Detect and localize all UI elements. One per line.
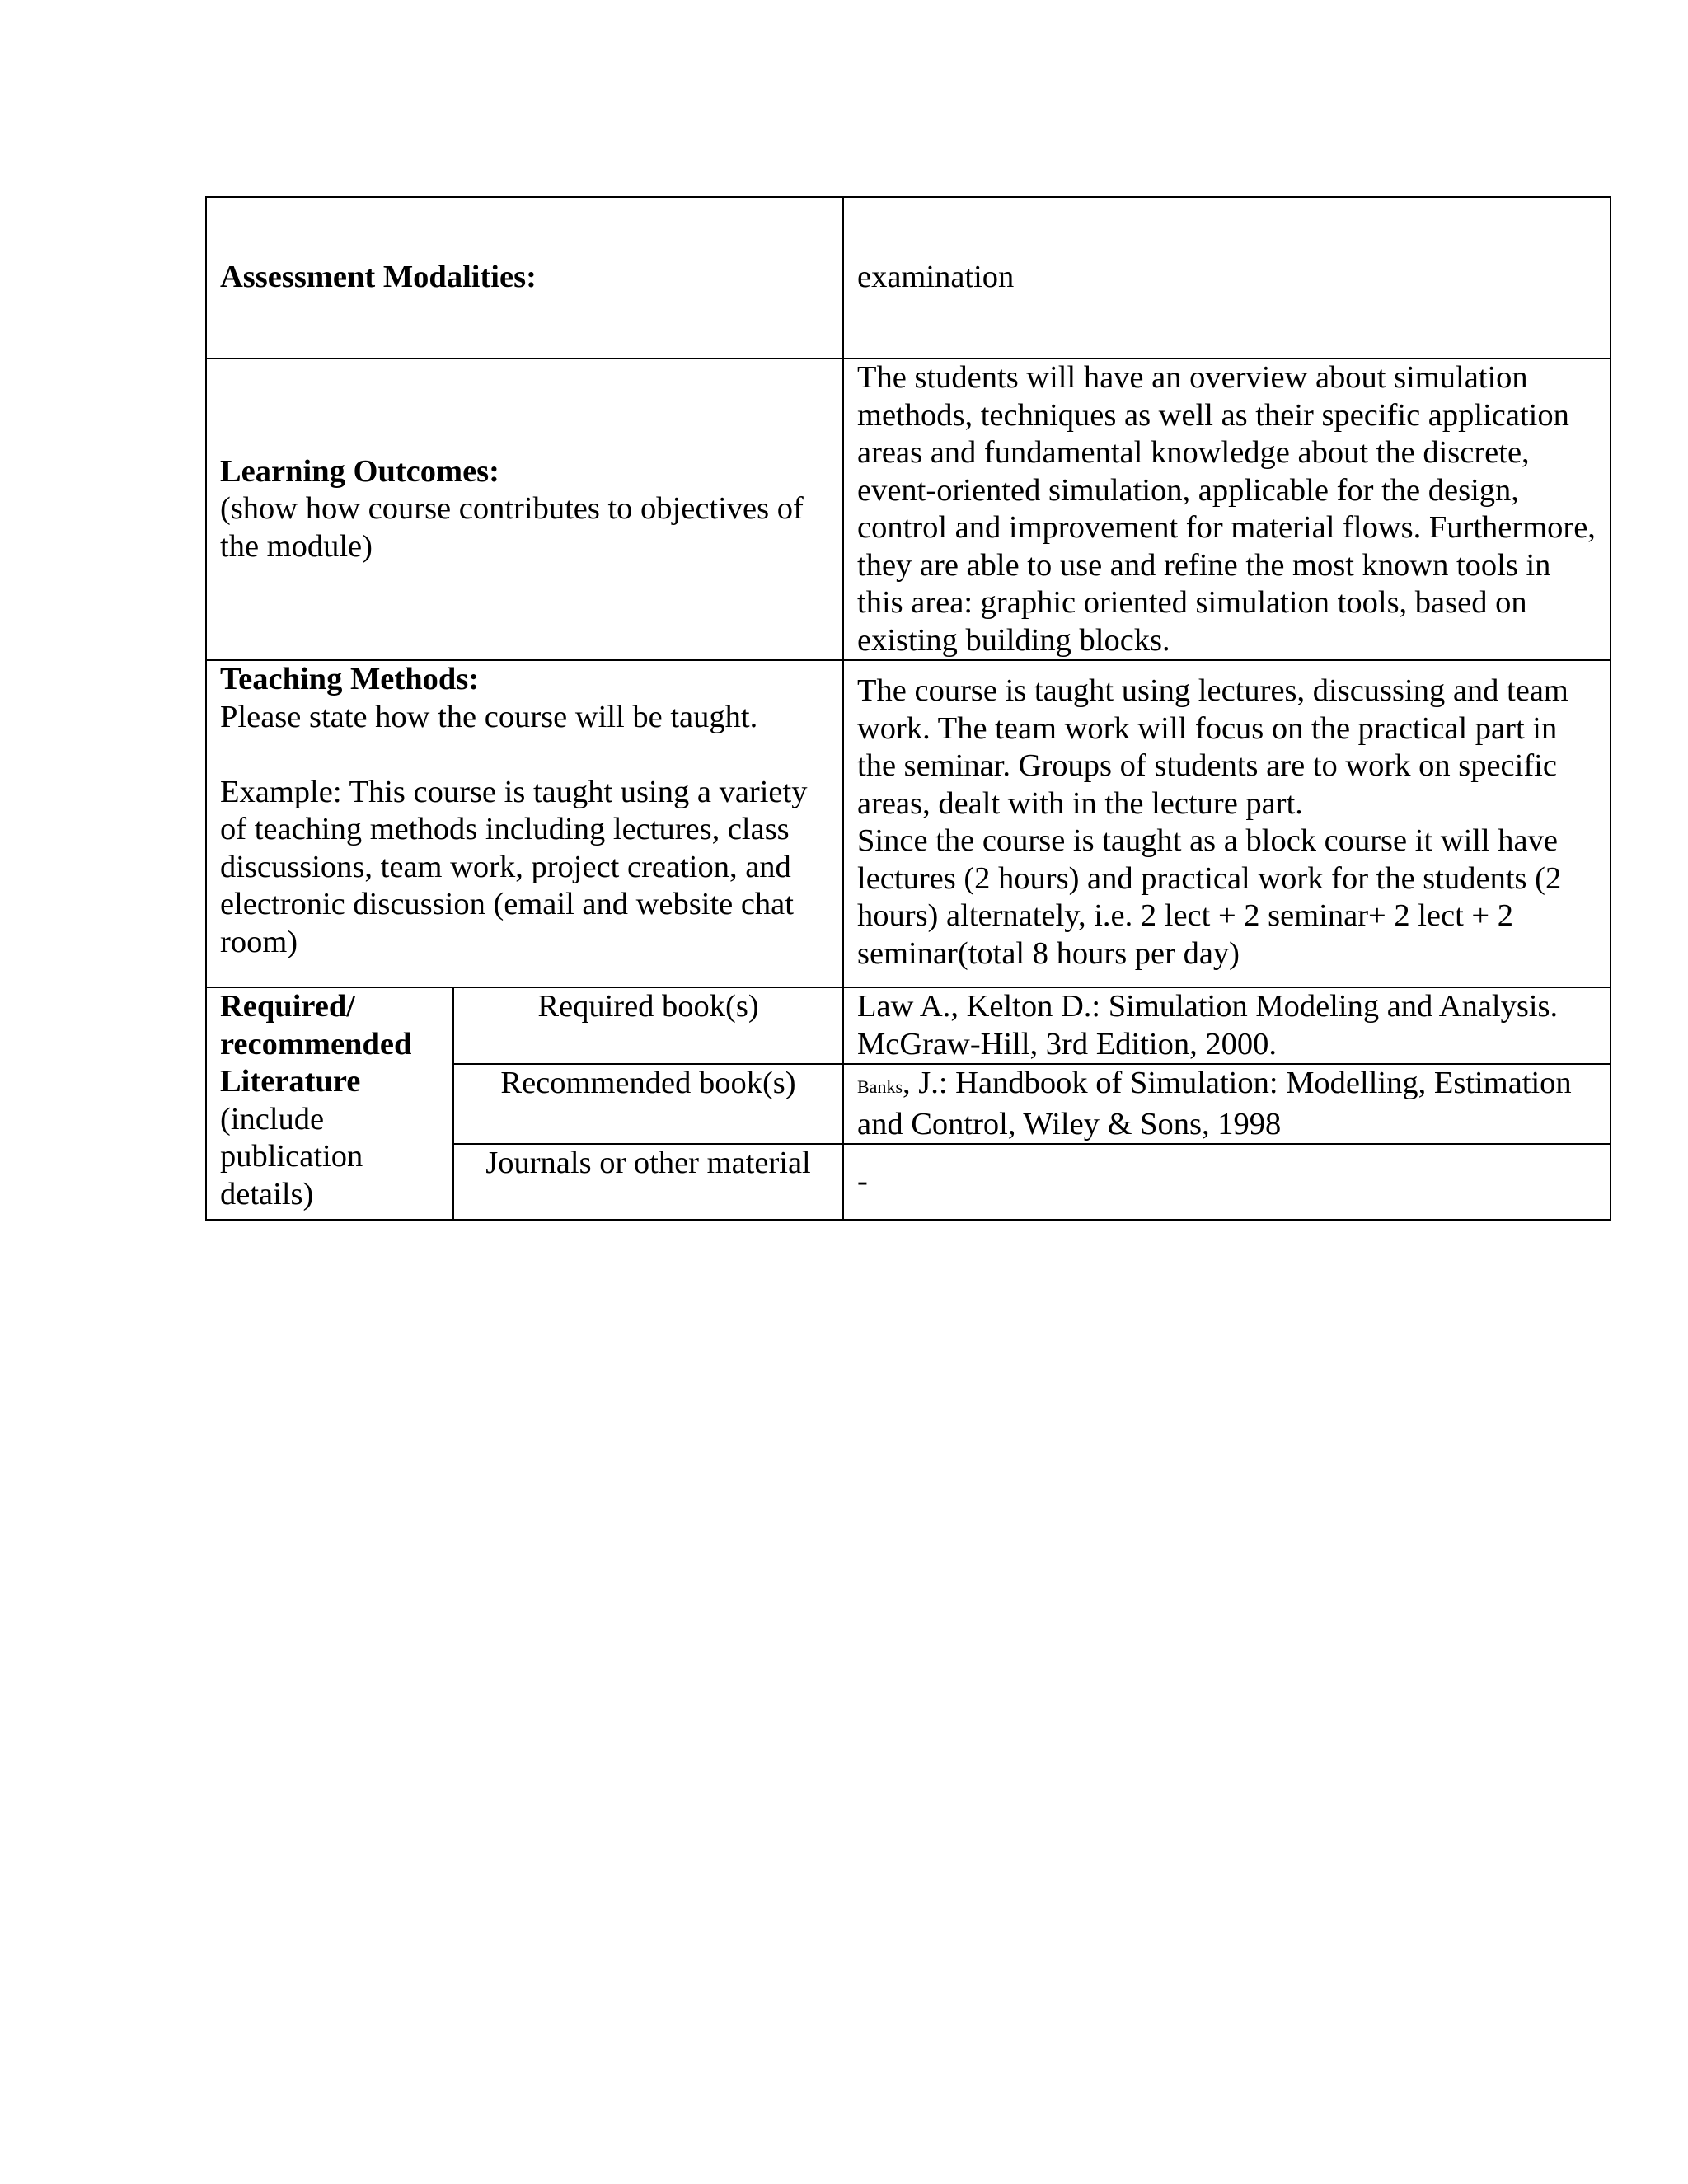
recommended-books-author: Banks [857, 1076, 903, 1097]
literature-label-line-2: recommended [220, 1026, 412, 1062]
assessment-label-cell [206, 197, 843, 359]
journals-label: Journals or other material [485, 1146, 811, 1180]
journals-label-cell [453, 1144, 843, 1220]
teaching-methods-example: Example: This course is taught using a variety of teaching methods including lectures, class discussions, team work, project creation, and electronic discussion (email and website chat room) [220, 774, 808, 959]
learning-outcomes-value: The students will have an overview about simulation methods, techniques as well as their specific application areas and fundamental knowledge about the discrete, event-oriented simulation, applicable for the design, control and improvement for material flows. Furthermore, they are able to use and refine the most known tools in this area: graphic oriented simulation tools, based on existing building blocks. [857, 360, 1596, 658]
teaching-methods-spacer [220, 736, 829, 774]
literature-required-row [206, 987, 1611, 1064]
teaching-methods-value-2: Since the course is taught as a block course it will have lectures (2 hours) and practical work for the students (2 hours) alternately, i.e. 2 lect + 2 seminar+ 2 lect + 2 seminar(total 8 hours per day) [857, 823, 1562, 971]
assessment-label: Assessment Modalities: [220, 260, 537, 295]
required-books-value-cell [843, 987, 1611, 1064]
literature-label-cell [206, 987, 453, 1220]
required-books-label-cell [453, 987, 843, 1064]
assessment-value: examination [857, 260, 1015, 295]
journals-value: - [857, 1164, 868, 1199]
assessment-value-cell [843, 197, 1611, 359]
required-books-label: Required book(s) [537, 989, 759, 1024]
literature-label-line-1: Required/ [220, 989, 356, 1024]
teaching-methods-value-1: The course is taught using lectures, discussing and team work. The team work will focus on the practical part in the seminar. Groups of students are to work on specific areas, dealt with in the lecture part. [857, 673, 1568, 821]
recommended-books-label-cell [453, 1064, 843, 1144]
required-books-value: Law A., Kelton D.: Simulation Modeling and Analysis. McGraw-Hill, 3rd Edition, 2000. [857, 989, 1559, 1062]
teaching-methods-row [206, 660, 1611, 987]
learning-outcomes-value-cell [843, 359, 1611, 660]
teaching-methods-value-cell [843, 660, 1611, 987]
learning-outcomes-row [206, 359, 1611, 660]
learning-outcomes-label: Learning Outcomes: [220, 453, 499, 489]
recommended-books-value-cell [843, 1064, 1611, 1144]
journals-value-cell [843, 1144, 1611, 1220]
teaching-methods-label: Teaching Methods: [220, 662, 480, 696]
literature-label-note: (include publication details) [220, 1101, 363, 1212]
recommended-books-value: , J.: Handbook of Simulation: Modelling, Estimation and Control, Wiley & Sons, 1998 [857, 1066, 1572, 1141]
recommended-books-label: Recommended book(s) [500, 1066, 796, 1100]
literature-label-line-3: Literature [220, 1064, 361, 1099]
learning-outcomes-label-cell [206, 359, 843, 660]
course-description-table [205, 196, 1611, 1221]
assessment-row [206, 197, 1611, 359]
learning-outcomes-note: (show how course contributes to objectives of the module) [220, 491, 804, 564]
teaching-methods-instruction: Please state how the course will be taught. [220, 699, 758, 734]
teaching-methods-label-cell [206, 660, 843, 987]
